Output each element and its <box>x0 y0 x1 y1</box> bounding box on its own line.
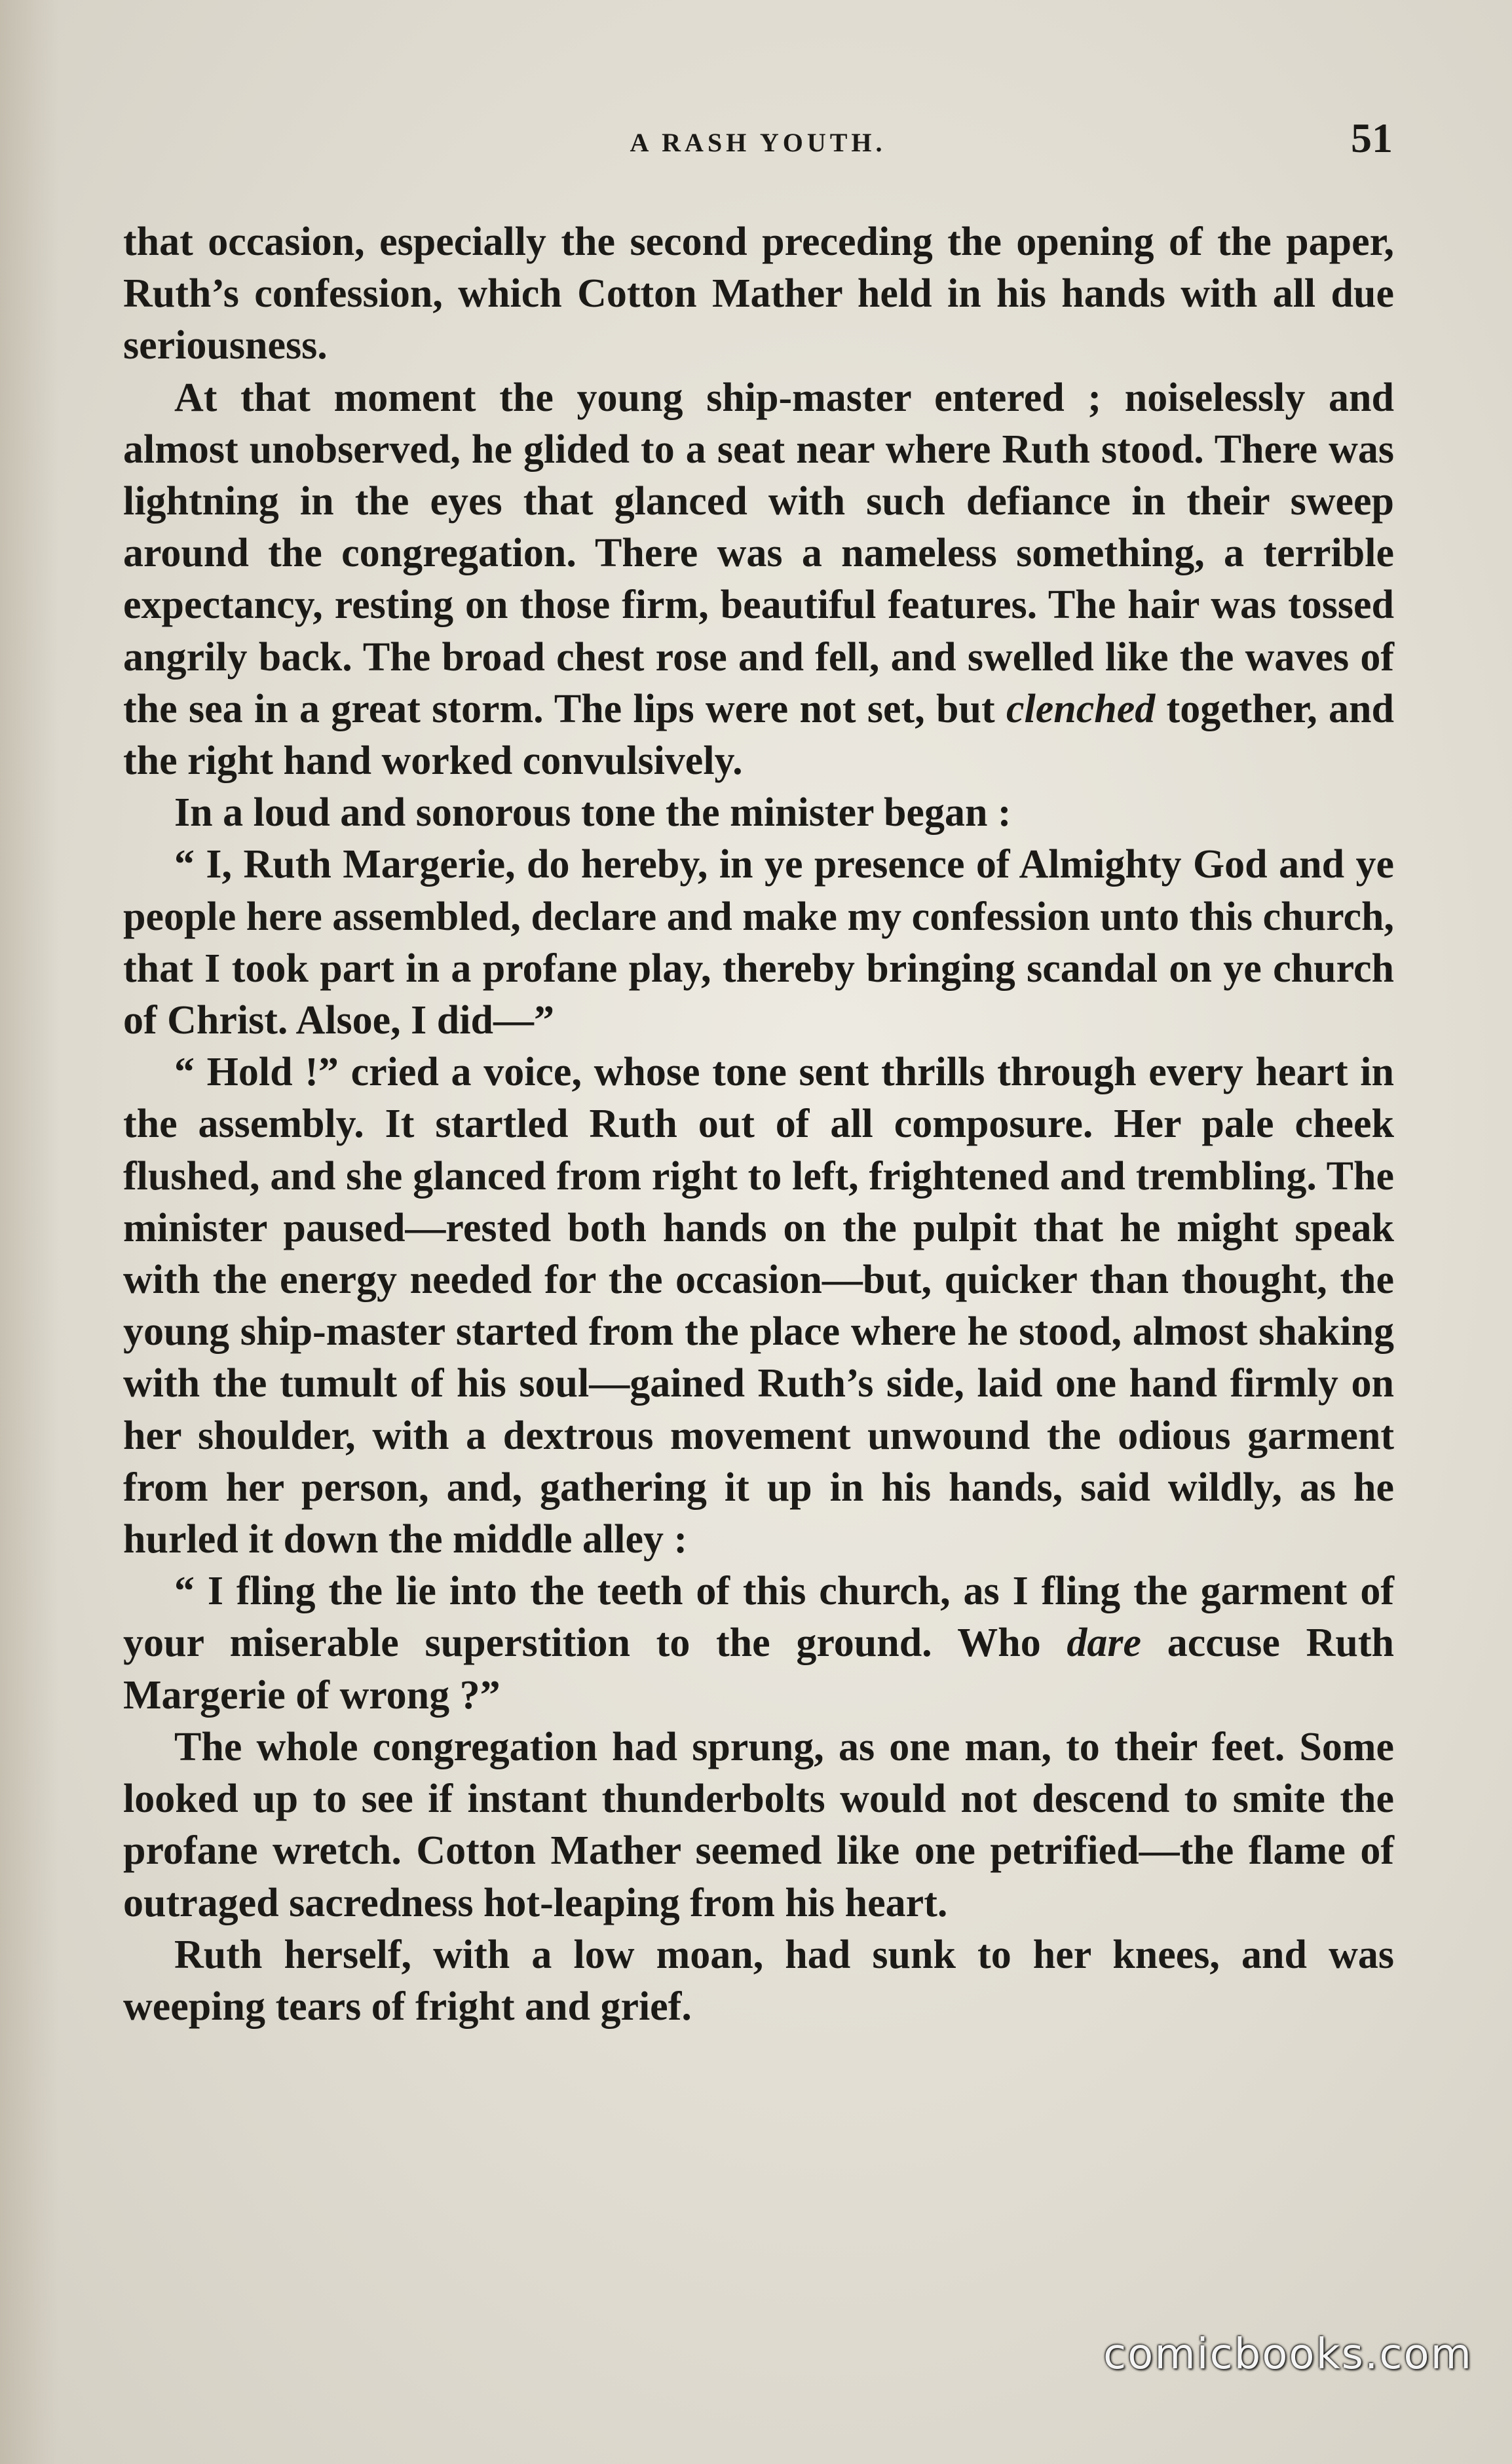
page-number: 51 <box>1351 115 1393 161</box>
watermark-logo: comicbooks.com <box>1103 2330 1473 2379</box>
text-segment: that occasion, especially the second preceding the opening of the paper, Ruth’s confession, which Cotton Mather held in his hands with all due seriousness. <box>123 220 1394 368</box>
paragraph <box>123 1929 1394 2033</box>
italic-text: dare <box>1067 1621 1142 1666</box>
body-text <box>123 216 1394 2033</box>
paragraph <box>123 839 1394 1047</box>
text-segment: accuse Ruth Margerie of wrong ?” <box>123 1621 1394 1718</box>
text-segment: Ruth herself, with a low moan, had sunk to her knees, and was weeping tears of fright and grief. <box>123 1932 1394 2029</box>
text-segment: At that moment the young ship-master entered ; noiselessly and almost unobserved, he glided to a seat near where Ruth stood. There was lightning in the eyes that glanced with such defiance in their sweep around the congregation. There was a nameless something, a terrible expectancy, resting on those firm, beautiful features. The hair was tossed angrily back. The broad chest rose and fell, and swelled like the waves of the sea in a great storm. The lips were not set, but <box>123 375 1394 731</box>
text-segment: In a loud and sonorous tone the minister began : <box>174 790 1011 836</box>
paragraph <box>123 787 1394 839</box>
paragraph <box>123 1047 1394 1566</box>
text-segment: The whole congregation had sprung, as one man, to their feet. Some looked up to see if instant thunderbolts would not descend to smite the profane wretch. Cotton Mather seemed like one petrified—the flame of outraged sacredness hot-leaping from his heart. <box>123 1724 1394 1925</box>
paragraph <box>123 216 1394 372</box>
text-segment: “ Hold !” cried a voice, whose tone sent thrills through every heart in the assembly. It startled Ruth out of all composure. Her pale cheek flushed, and she glanced from right to left, frightened and trembling. The minister paused—rested both hands on the pulpit that he might speak with the energy needed for the occasion—but, quicker than thought, the young ship-master started from the place where he stood, almost shaking with the tumult of his soul—gained Ruth’s side, laid one hand firmly on her shoulder, with a dextrous movement unwound the odious garment from her person, and, gathering it up in his hands, said wildly, as he hurled it down the middle alley : <box>123 1050 1394 1562</box>
paragraph <box>123 372 1394 788</box>
paragraph <box>123 1722 1394 1929</box>
text-segment: together, and the right hand worked convulsively. <box>123 686 1394 784</box>
paragraph <box>123 1566 1394 1722</box>
text-segment: “ I, Ruth Margerie, do hereby, in ye presence of Almighty God and ye people here assembled, declare and make my confession unto this church, that I took part in a profane play, thereby bringing scandal on ye church of Christ. Alsoe, I did—” <box>123 842 1394 1043</box>
running-head <box>123 111 1393 170</box>
running-title: A RASH YOUTH. <box>630 128 886 157</box>
text-segment: “ I fling the lie into the teeth of this church, as I fling the garment of your miserable superstition to the ground. Who <box>123 1569 1394 1666</box>
italic-text: clenched <box>1006 686 1156 731</box>
